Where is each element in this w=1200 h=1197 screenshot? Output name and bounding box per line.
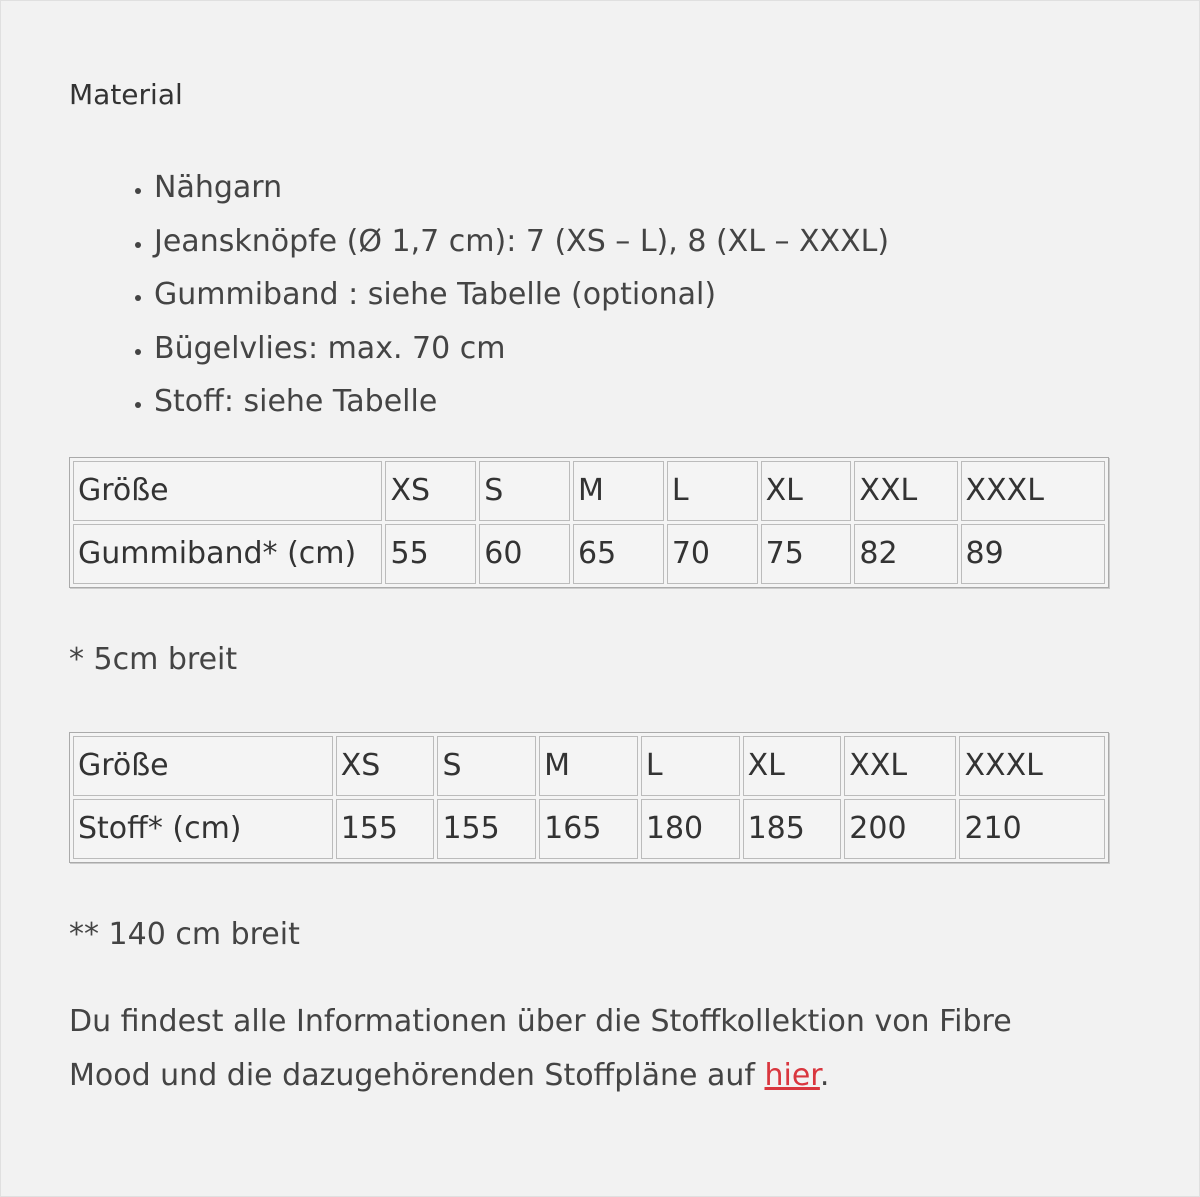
fabric-width-note: ** 140 cm breit bbox=[69, 916, 300, 952]
table-cell: 75 bbox=[761, 524, 852, 584]
table-cell: 82 bbox=[854, 524, 957, 584]
table-header-row bbox=[73, 736, 1105, 796]
fabric-info-text: Du findest alle Informationen über die Stoffkollektion von Fibre Mood und die dazugehörenden Stoffpläne auf bbox=[69, 1003, 1012, 1093]
table-row bbox=[73, 799, 1105, 859]
list-item: • Jeansknöpfe (Ø 1,7 cm): 7 (XS – L), 8 (XL – XXXL) bbox=[154, 215, 1129, 269]
table-cell: 180 bbox=[641, 799, 740, 859]
material-list bbox=[69, 161, 1129, 429]
table-cell: XS bbox=[336, 736, 435, 796]
table-cell: 70 bbox=[667, 524, 758, 584]
fabric-info-suffix: . bbox=[819, 1057, 830, 1093]
product-details bbox=[69, 75, 1129, 1103]
list-item: • Gummiband : siehe Tabelle (optional) bbox=[154, 268, 1129, 322]
table-cell: 165 bbox=[539, 799, 638, 859]
table-cell: M bbox=[539, 736, 638, 796]
elastic-width-note: * 5cm breit bbox=[69, 641, 238, 677]
table-cell: XXL bbox=[854, 461, 957, 521]
table-cell: Stoff* (cm) bbox=[73, 799, 333, 859]
table-cell: Größe bbox=[73, 461, 382, 521]
table-cell: 60 bbox=[479, 524, 570, 584]
table-cell: L bbox=[641, 736, 740, 796]
table-cell: 55 bbox=[385, 524, 476, 584]
table-cell: M bbox=[573, 461, 664, 521]
table-cell: 155 bbox=[437, 799, 536, 859]
table-cell: XL bbox=[743, 736, 842, 796]
table-cell: XXXL bbox=[961, 461, 1105, 521]
table-cell: S bbox=[479, 461, 570, 521]
table-cell: XL bbox=[761, 461, 852, 521]
table-cell: 65 bbox=[573, 524, 664, 584]
table-cell: Gummiband* (cm) bbox=[73, 524, 382, 584]
table-cell: XS bbox=[385, 461, 476, 521]
fabric-plans-link[interactable]: hier bbox=[764, 1057, 820, 1093]
table-cell: 185 bbox=[743, 799, 842, 859]
table-header-row bbox=[73, 461, 1105, 521]
table-cell: 89 bbox=[961, 524, 1105, 584]
list-item: • Stoff: siehe Tabelle bbox=[154, 375, 1129, 429]
table-row bbox=[73, 524, 1105, 584]
table-cell: XXXL bbox=[959, 736, 1105, 796]
table-cell: Größe bbox=[73, 736, 333, 796]
material-heading: Material bbox=[69, 78, 183, 111]
table-cell: 200 bbox=[844, 799, 956, 859]
list-item: • Nähgarn bbox=[154, 161, 1129, 215]
table-cell: XXL bbox=[844, 736, 956, 796]
table-cell: 210 bbox=[959, 799, 1105, 859]
fabric-info-paragraph bbox=[69, 995, 1069, 1103]
elastic-size-table bbox=[69, 457, 1109, 588]
fabric-size-table bbox=[69, 732, 1109, 863]
table-cell: 155 bbox=[336, 799, 435, 859]
list-item: • Bügelvlies: max. 70 cm bbox=[154, 322, 1129, 376]
table-cell: S bbox=[437, 736, 536, 796]
table-cell: L bbox=[667, 461, 758, 521]
